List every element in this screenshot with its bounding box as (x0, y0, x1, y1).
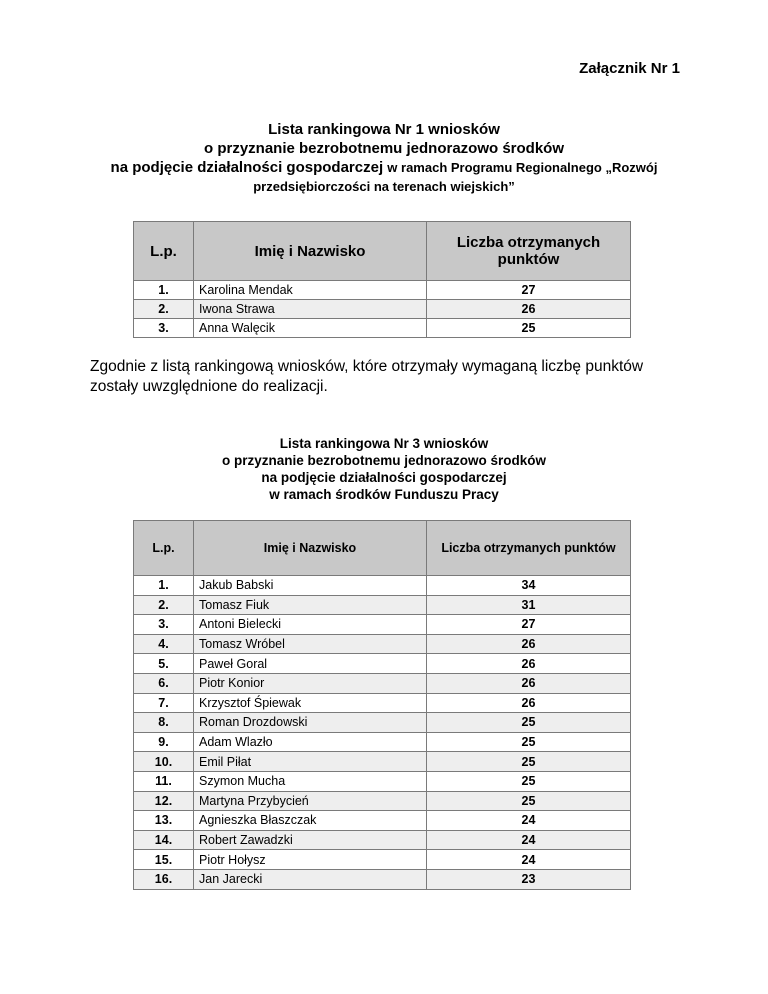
table-row (134, 281, 631, 300)
table-row (134, 752, 631, 772)
row-points: 26 (427, 673, 631, 693)
list3-title-line: w ramach środków Funduszu Pracy (269, 487, 499, 502)
row-points: 26 (427, 654, 631, 674)
table-row (134, 300, 631, 319)
row-name: Agnieszka Błaszczak (194, 811, 427, 831)
row-points: 25 (427, 791, 631, 811)
row-name: Emil Piłat (194, 752, 427, 772)
list3-title-line: o przyznanie bezrobotnemu jednorazowo środków (221, 453, 547, 468)
row-lp: 2. (134, 595, 194, 615)
row-lp: 15. (134, 850, 194, 870)
list1-title-line: w ramach Programu Regionalnego „Rozwój (387, 160, 658, 175)
row-points: 24 (427, 811, 631, 831)
row-lp: 1. (134, 576, 194, 596)
list1-title-line: Lista rankingowa Nr 1 wniosków (268, 121, 500, 138)
list3-heading (0, 435, 768, 503)
row-lp: 3. (134, 615, 194, 635)
table-row (134, 713, 631, 733)
row-lp: 14. (134, 830, 194, 850)
row-name: Krzysztof Śpiewak (194, 693, 427, 713)
row-points: 24 (427, 850, 631, 870)
table-row (134, 319, 631, 338)
header-name: Imię i Nazwisko (194, 521, 427, 576)
row-name: Anna Walęcik (194, 319, 427, 338)
header-points: Liczba otrzymanych punktów (427, 521, 631, 576)
table-row (134, 771, 631, 791)
row-lp: 12. (134, 791, 194, 811)
row-points: 25 (427, 713, 631, 733)
ranking-table-1 (133, 221, 631, 338)
list1-title-line: o przyznanie bezrobotnemu jednorazowo środków (203, 140, 565, 157)
row-points: 31 (427, 595, 631, 615)
table-row (134, 850, 631, 870)
header-lp: L.p. (134, 222, 194, 281)
row-points: 26 (427, 300, 631, 319)
row-lp: 3. (134, 319, 194, 338)
row-points: 27 (427, 281, 631, 300)
ranking-table-3-body (134, 576, 631, 890)
ranking-table-3 (133, 520, 631, 890)
row-points: 25 (427, 732, 631, 752)
table-row (134, 634, 631, 654)
row-name: Adam Wlazło (194, 732, 427, 752)
row-lp: 1. (134, 281, 194, 300)
row-lp: 7. (134, 693, 194, 713)
row-lp: 4. (134, 634, 194, 654)
table-header-row (134, 521, 631, 576)
row-name: Robert Zawadzki (194, 830, 427, 850)
row-name: Tomasz Fiuk (194, 595, 427, 615)
table-header-row (134, 222, 631, 281)
row-lp: 6. (134, 673, 194, 693)
table-row (134, 615, 631, 635)
table-row (134, 791, 631, 811)
row-name: Jakub Babski (194, 576, 427, 596)
annex-title: Załącznik Nr 1 (579, 60, 680, 77)
row-name: Iwona Strawa (194, 300, 427, 319)
row-points: 34 (427, 576, 631, 596)
row-points: 25 (427, 752, 631, 772)
row-name: Martyna Przybycień (194, 791, 427, 811)
list1-title-line: na podjęcie działalności gospodarczej (110, 159, 384, 176)
row-name: Piotr Konior (194, 673, 427, 693)
header-name: Imię i Nazwisko (194, 222, 427, 281)
row-name: Karolina Mendak (194, 281, 427, 300)
row-name: Piotr Hołysz (194, 850, 427, 870)
table-row (134, 830, 631, 850)
row-lp: 13. (134, 811, 194, 831)
row-lp: 5. (134, 654, 194, 674)
row-points: 25 (427, 771, 631, 791)
header-lp: L.p. (134, 521, 194, 576)
list1-title-line: przedsiębiorczości na terenach wiejskich” (253, 179, 515, 194)
list3-title-line: na podjęcie działalności gospodarczej (261, 470, 507, 485)
list3-title-line: Lista rankingowa Nr 3 wniosków (279, 436, 489, 451)
list1-heading (0, 120, 768, 196)
row-lp: 2. (134, 300, 194, 319)
row-name: Tomasz Wróbel (194, 634, 427, 654)
header-points: Liczba otrzymanych punktów (427, 222, 631, 281)
ranking-table-1-body (134, 281, 631, 338)
row-lp: 10. (134, 752, 194, 772)
row-lp: 11. (134, 771, 194, 791)
table-row (134, 673, 631, 693)
row-points: 26 (427, 693, 631, 713)
row-name: Jan Jarecki (194, 869, 427, 889)
row-points: 27 (427, 615, 631, 635)
row-points: 26 (427, 634, 631, 654)
table-row (134, 869, 631, 889)
row-lp: 8. (134, 713, 194, 733)
table-row (134, 576, 631, 596)
row-name: Paweł Goral (194, 654, 427, 674)
row-points: 23 (427, 869, 631, 889)
row-lp: 16. (134, 869, 194, 889)
row-lp: 9. (134, 732, 194, 752)
row-points: 25 (427, 319, 631, 338)
table-row (134, 811, 631, 831)
row-name: Szymon Mucha (194, 771, 427, 791)
note-paragraph: Zgodnie z listą rankingową wniosków, które otrzymały wymaganą liczbę punktów zostały uwzględnione do realizacji. (90, 358, 644, 395)
table-row (134, 732, 631, 752)
table-row (134, 654, 631, 674)
row-points: 24 (427, 830, 631, 850)
row-name: Antoni Bielecki (194, 615, 427, 635)
table-row (134, 595, 631, 615)
table-row (134, 693, 631, 713)
list1-title-line-group (0, 158, 768, 177)
row-name: Roman Drozdowski (194, 713, 427, 733)
